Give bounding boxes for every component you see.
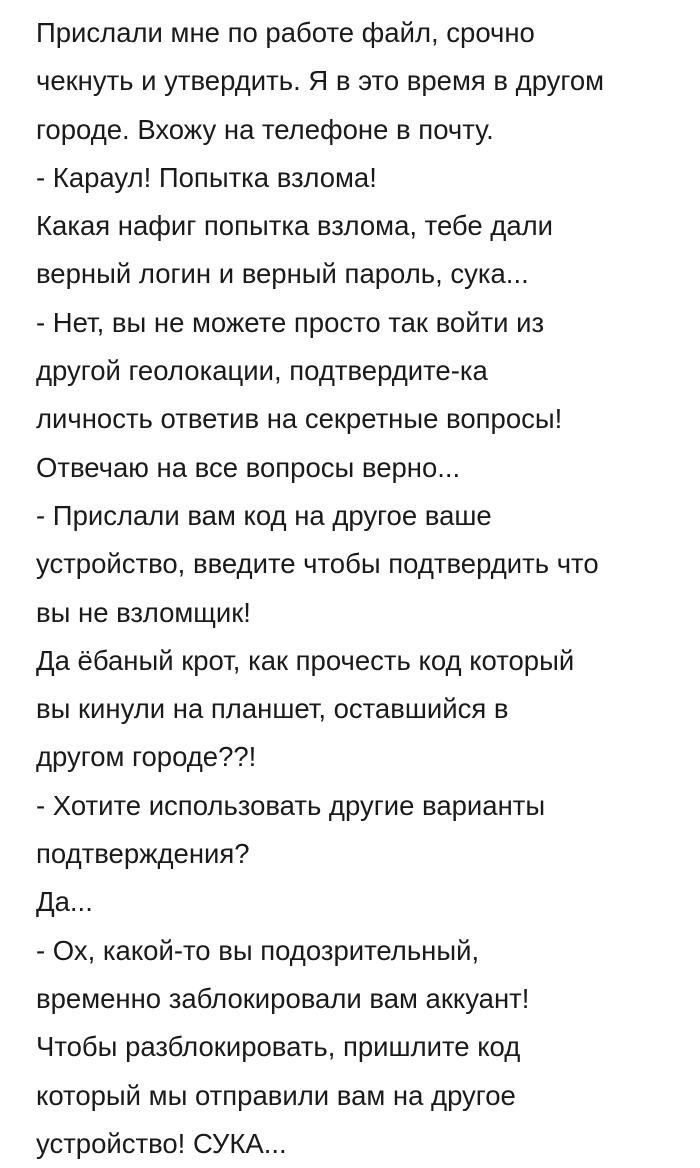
text-line: - Караул! Попытка взлома! [36, 161, 377, 193]
text-line: подтверждения? [36, 838, 250, 870]
text-line: личность ответив на секретные вопросы! [36, 403, 563, 435]
text-line: временно заблокировали вам аккуант! [36, 982, 530, 1014]
text-line: - Нет, вы не можете просто так войти из [36, 306, 545, 338]
text-line: Прислали мне по работе файл, срочно [36, 17, 535, 48]
text-line: Какая нафиг попытка взлома, тебе дали [36, 210, 554, 242]
note-text [36, 9, 686, 1168]
text-line: другом городе??! [36, 741, 257, 773]
text-line: устройство, введите чтобы подтвердить что [36, 548, 599, 580]
text-line: Да... [36, 886, 93, 918]
text-line: другой геолокации, подтвердите-ка [36, 355, 488, 387]
text-line: вы не взломщик! [36, 596, 251, 628]
text-line: - Хотите использовать другие варианты [36, 789, 546, 821]
text-line: - Ох, какой-то вы подозрительный, [36, 934, 480, 966]
text-line: городе. Вхожу на телефоне в почту. [36, 113, 494, 145]
text-line: верный логин и верный пароль, сука... [36, 258, 529, 290]
text-line: вы кинули на планшет, оставшийся в [36, 693, 509, 725]
text-line: Чтобы разблокировать, пришлите код [36, 1031, 521, 1063]
text-line: устройство! СУКА... [36, 1127, 287, 1159]
text-line: который мы отправили вам на другое [36, 1079, 516, 1111]
text-line: - Прислали вам код на другое ваше [36, 499, 492, 531]
text-line: чекнуть и утвердить. Я в это время в другом [36, 65, 605, 97]
text-line: Отвечаю на все вопросы верно... [36, 451, 461, 483]
text-line: Да ёбаный крот, как прочесть код который [36, 644, 575, 676]
